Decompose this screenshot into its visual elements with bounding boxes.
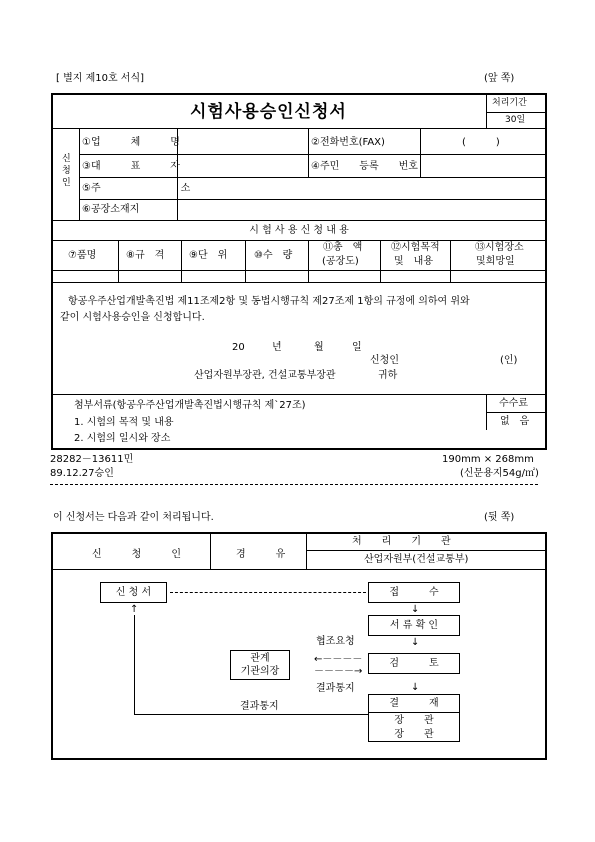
review-label: 검 토 — [389, 658, 439, 669]
col-product-name: ⑦품명 — [68, 250, 97, 261]
col-test-place: ⑬시험장소 — [475, 242, 524, 253]
arrow-left-coop: ←－－－－ — [314, 654, 363, 665]
processing-period-value: 30일 — [505, 115, 526, 125]
minister-label-2: 장 관 — [394, 729, 434, 740]
col-desired-date: 및희망일 — [476, 256, 515, 267]
fee-value: 없 음 — [500, 416, 530, 427]
field-phone: ②전화번호(FAX) — [311, 137, 385, 148]
date-day-label: 일 — [352, 342, 362, 353]
attachments-title: 첨부서류(항공우주산업개발촉진법시행규칙 제`27조) — [74, 400, 306, 411]
col-spec: ⑧규 격 — [126, 250, 165, 261]
footer-code: 28282－13611민 — [50, 454, 134, 465]
field-representative: ③대 표 자 — [82, 161, 180, 172]
flow-dash-line — [170, 592, 366, 593]
field-factory: ⑥공장소재지 — [82, 204, 140, 215]
arrow-right-result: －－－－→ — [314, 666, 363, 677]
col-route: 경 유 — [236, 549, 286, 560]
col-quantity: ⑩수 량 — [254, 250, 293, 261]
honorific: 귀하 — [378, 370, 398, 381]
arrow-up: ↑ — [130, 604, 139, 615]
field-address: ⑤주 소 — [82, 183, 191, 194]
footer-approved: 89.12.27승인 — [50, 468, 114, 479]
attachment-2: 2. 시험의 일시와 장소 — [74, 433, 171, 444]
applicant-signature-label: 신청인 — [370, 355, 399, 366]
col-unit: ⑨단 위 — [189, 250, 228, 261]
arrow-down-2: ↓ — [411, 637, 420, 648]
minister-label-1: 장 관 — [394, 715, 434, 726]
section-title: 시 험 사 용 신 청 내 용 — [249, 225, 349, 236]
attachment-1: 1. 시험의 목적 및 내용 — [74, 417, 174, 428]
field-business-name: ①업 체 명 — [82, 137, 180, 148]
doc-check-label: 서 류 확 인 — [389, 620, 439, 631]
field-resident-no: ④주민 등록 번호 — [311, 161, 418, 172]
addressee: 산업자원부장관, 건설교통부장관 — [194, 370, 336, 381]
arrow-down-3: ↓ — [411, 682, 420, 693]
result-notice-right: 결과통지 — [316, 683, 355, 694]
page-side-back: (뒷 쪽) — [484, 512, 515, 523]
footer-size: 190mm × 268mm — [442, 454, 534, 465]
processing-period-label: 처리기간 — [492, 98, 527, 108]
date-year-label: 년 — [272, 342, 282, 353]
col-test-content: 및 내용 — [394, 256, 433, 267]
fee-label: 수수료 — [499, 398, 528, 409]
col-test-purpose: ⑫시험목적 — [391, 242, 440, 253]
agency-head-line1: 관계 — [250, 653, 270, 664]
flow-frame — [51, 532, 547, 760]
application-text-line1: 항공우주산업개발촉진법 제11조제2항 및 동법시행규칙 제27조제 1항의 규정에 의하여 위와 — [68, 296, 470, 307]
application-text-line2: 같이 시험사용승인을 신청합니다. — [60, 312, 205, 323]
col-total-amount: ⑪총 액 — [323, 242, 363, 253]
col-agency-sub: 산업자원부(건설교통부) — [364, 554, 469, 565]
return-line — [134, 714, 368, 715]
arrow-down-1: ↓ — [411, 604, 420, 615]
result-notice-left: 결과통지 — [240, 701, 279, 712]
cut-line — [50, 484, 538, 485]
back-intro: 이 신청서는 다음과 같이 처리됩니다. — [53, 512, 214, 523]
form-number: [ 별지 제10호 서식] — [56, 73, 145, 84]
col-factory-price: (공장도) — [322, 256, 359, 267]
footer-paper: (신문용지54g/㎡) — [460, 468, 539, 479]
col-agency: 처 리 기 관 — [352, 536, 451, 547]
agency-head-line2: 기관의장 — [240, 666, 280, 677]
page-side-front: (앞 쪽) — [484, 73, 515, 84]
decision-label: 결 재 — [389, 698, 439, 709]
receipt-label: 접 수 — [389, 587, 439, 598]
phone-paren: ( ) — [462, 137, 500, 148]
col-applicant: 신 청 인 — [92, 549, 181, 560]
applicant-label: 신 청 인 — [62, 154, 71, 188]
date-year: 20 — [232, 342, 245, 353]
coop-request-label: 협조요청 — [316, 636, 355, 647]
form-title: 시험사용승인신청서 — [190, 102, 347, 122]
date-month-label: 월 — [314, 342, 324, 353]
application-label: 신 청 서 — [115, 587, 152, 598]
seal-mark: (인) — [500, 355, 518, 366]
